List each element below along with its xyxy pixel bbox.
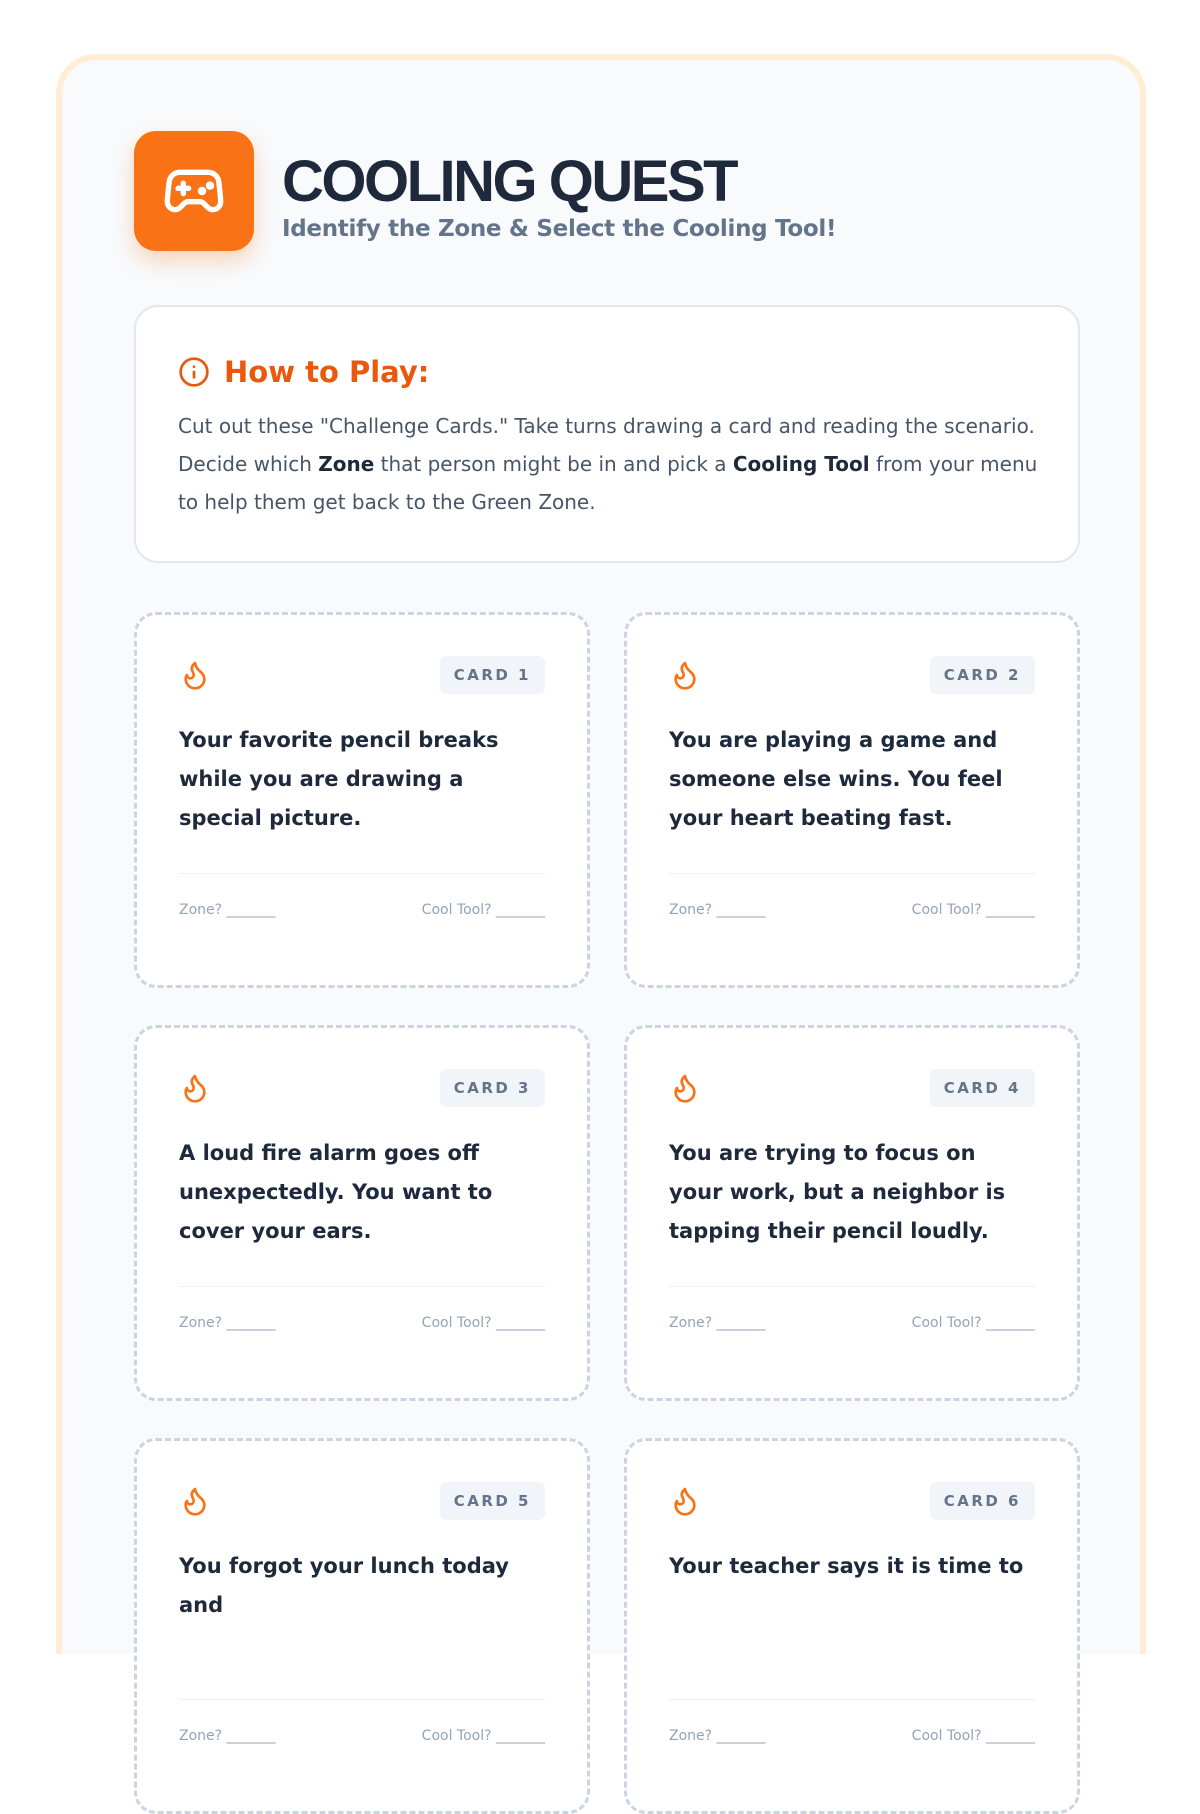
card-number-badge: CARD 2 bbox=[930, 656, 1035, 694]
card-scenario-text: You are playing a game and someone else wins. You feel your heart beating fast. bbox=[669, 728, 1003, 830]
card-scenario-text: You are trying to focus on your work, but a neighbor is tapping their pencil loudly. bbox=[669, 1141, 1006, 1243]
cool-tool-blank: Cool Tool? _______ bbox=[911, 1728, 1035, 1744]
cool-tool-blank: Cool Tool? _______ bbox=[911, 902, 1035, 918]
card-scenario-text: Your teacher says it is time to bbox=[669, 1554, 1024, 1578]
card-scenario-text: A loud fire alarm goes off unexpectedly. You want to cover your ears. bbox=[179, 1141, 493, 1243]
cool-tool-blank: Cool Tool? _______ bbox=[911, 1315, 1035, 1331]
card-divider bbox=[179, 1699, 545, 1700]
how-to-play-bold-zone: Zone bbox=[318, 452, 375, 476]
zone-blank: Zone? _______ bbox=[179, 902, 276, 918]
card-divider bbox=[669, 1286, 1035, 1287]
challenge-card bbox=[134, 612, 590, 988]
flame-icon bbox=[179, 1072, 211, 1104]
how-to-play-bold-cooling-tool: Cooling Tool bbox=[732, 452, 870, 476]
zone-blank: Zone? _______ bbox=[669, 1728, 766, 1744]
flame-icon bbox=[669, 1072, 701, 1104]
how-to-play-title: How to Play: bbox=[224, 355, 430, 389]
page-title: COOLING QUEST bbox=[282, 149, 737, 214]
gamepad-icon bbox=[162, 159, 226, 223]
worksheet-frame bbox=[56, 54, 1146, 1744]
card-divider bbox=[669, 873, 1035, 874]
page-subtitle: Identify the Zone & Select the Cooling Tool! bbox=[282, 216, 837, 242]
flame-icon bbox=[669, 659, 701, 691]
card-scenario-text: Your favorite pencil breaks while you are drawing a special picture. bbox=[179, 728, 499, 830]
challenge-card bbox=[624, 1025, 1080, 1401]
how-to-play-panel bbox=[134, 305, 1080, 563]
challenge-card bbox=[134, 1025, 590, 1401]
how-to-play-text bbox=[178, 407, 1038, 521]
cool-tool-blank: Cool Tool? _______ bbox=[421, 1728, 545, 1744]
card-divider bbox=[669, 1699, 1035, 1700]
zone-blank: Zone? _______ bbox=[179, 1315, 276, 1331]
card-number-badge: CARD 3 bbox=[440, 1069, 545, 1107]
how-to-play-text-part: from your menu to help them get back to the Green Zone. bbox=[178, 452, 1038, 514]
flame-icon bbox=[179, 1485, 211, 1517]
challenge-card bbox=[624, 612, 1080, 988]
zone-blank: Zone? _______ bbox=[179, 1728, 276, 1744]
zone-blank: Zone? _______ bbox=[669, 902, 766, 918]
header bbox=[134, 131, 836, 251]
card-number-badge: CARD 1 bbox=[440, 656, 545, 694]
cool-tool-blank: Cool Tool? _______ bbox=[421, 1315, 545, 1331]
zone-blank: Zone? _______ bbox=[669, 1315, 766, 1331]
card-divider bbox=[179, 1286, 545, 1287]
challenge-card bbox=[624, 1438, 1080, 1814]
info-icon bbox=[178, 356, 210, 388]
card-scenario-text: You forgot your lunch today and bbox=[179, 1554, 509, 1617]
card-number-badge: CARD 5 bbox=[440, 1482, 545, 1520]
how-to-play-heading bbox=[178, 355, 1038, 389]
header-titles bbox=[282, 150, 836, 242]
cool-tool-blank: Cool Tool? _______ bbox=[421, 902, 545, 918]
card-number-badge: CARD 4 bbox=[930, 1069, 1035, 1107]
flame-icon bbox=[669, 1485, 701, 1517]
card-divider bbox=[179, 873, 545, 874]
flame-icon bbox=[179, 659, 211, 691]
card-number-badge: CARD 6 bbox=[930, 1482, 1035, 1520]
how-to-play-text-part: Cut out these "Challenge Cards." Take turns drawing a card and reading the scenario. Decide which bbox=[178, 414, 1035, 476]
how-to-play-text-part: that person might be in and pick a bbox=[374, 452, 733, 476]
challenge-card bbox=[134, 1438, 590, 1814]
gamepad-logo bbox=[134, 131, 254, 251]
